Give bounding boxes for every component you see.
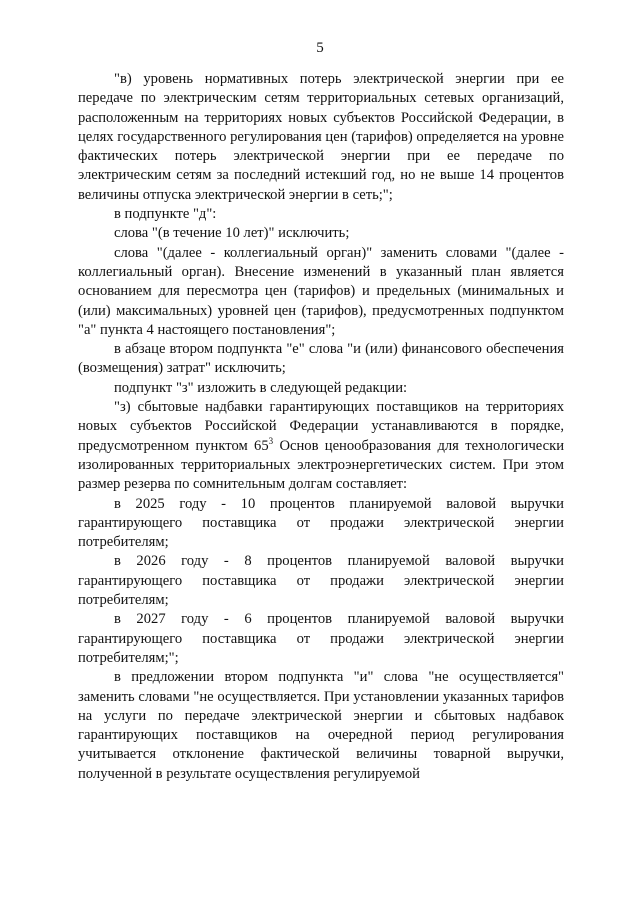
paragraph-year-2027: в 2027 году - 6 процентов планируемой валовой выручки гарантирующего поставщика от продажи электрической энергии потребителям;";: [78, 611, 564, 666]
footnote-superscript: 3: [268, 435, 274, 446]
document-body: [78, 70, 564, 784]
paragraph-subpoint-i: в предложении втором подпункта "и" слова "не осуществляется" заменить словами "не осуществляется. При установлении указанных тарифов на услуги по передаче электрической энергии и сбытовых надбавок гарантирующих поставщиков на очередной период регулирования учитывается отклонение фактической величины товарной выручки, полученной в результате осуществления регулируемой: [78, 669, 564, 782]
subpoint-z-text-after: Основ ценообразования для технологически изолированных территориальных электроэнергетических систем. При этом размер резерва по сомнительным долгам составляет:: [78, 437, 565, 493]
paragraph-year-2026: в 2026 году - 8 процентов планируемой валовой выручки гарантирующего поставщика от продажи электрической энергии потребителям;: [78, 553, 564, 609]
paragraph-exclude-10-years: слова "(в течение 10 лет)" исключить;: [114, 225, 350, 242]
paragraph-subpoint-d: в подпункте "д":: [114, 206, 217, 223]
page-number: 5: [316, 40, 324, 56]
paragraph-year-2025: в 2025 году - 10 процентов планируемой валовой выручки гарантирующего поставщика от продажи электрической энергии потребителям;: [78, 495, 564, 551]
paragraph-collegial-body: слова "(далее - коллегиальный орган)" заменить словами "(далее - коллегиальный орган). Внесение изменений в указанный план является основанием для пересмотра цен (тарифов) и предельных (минимальных и (или) максимальных) уровней цен (тарифов), предусмотренных подпунктом "а" пункта 4 настоящего постановления";: [78, 244, 564, 338]
paragraph-subpoint-e: в абзаце втором подпункта "е" слова "и (или) финансового обеспечения (возмещения) затрат" исключить;: [78, 341, 564, 377]
paragraph-v-losses: "в) уровень нормативных потерь электрической энергии при ее передаче по электрическим сетям территориальных сетевых организаций, расположенным на территориях новых субъектов Российской Федерации, в целях государственного регулирования цен (тарифов) определяется на уровне фактических потерь электрической энергии при ее передаче по электрическим сетям за последний истекший год, но не выше 14 процентов величины отпуска электрической энергии в сеть;";: [78, 71, 564, 203]
paragraph-subpoint-z: [78, 398, 564, 494]
subpoint-z-text-before: "з) сбытовые надбавки гарантирующих поставщиков на территориях новых субъектов Российской Федерации устанавливаются в порядке, предусмотренном пунктом 65: [78, 399, 564, 454]
paragraph-subpoint-z-intro: подпункт "з" изложить в следующей редакции:: [114, 379, 408, 396]
